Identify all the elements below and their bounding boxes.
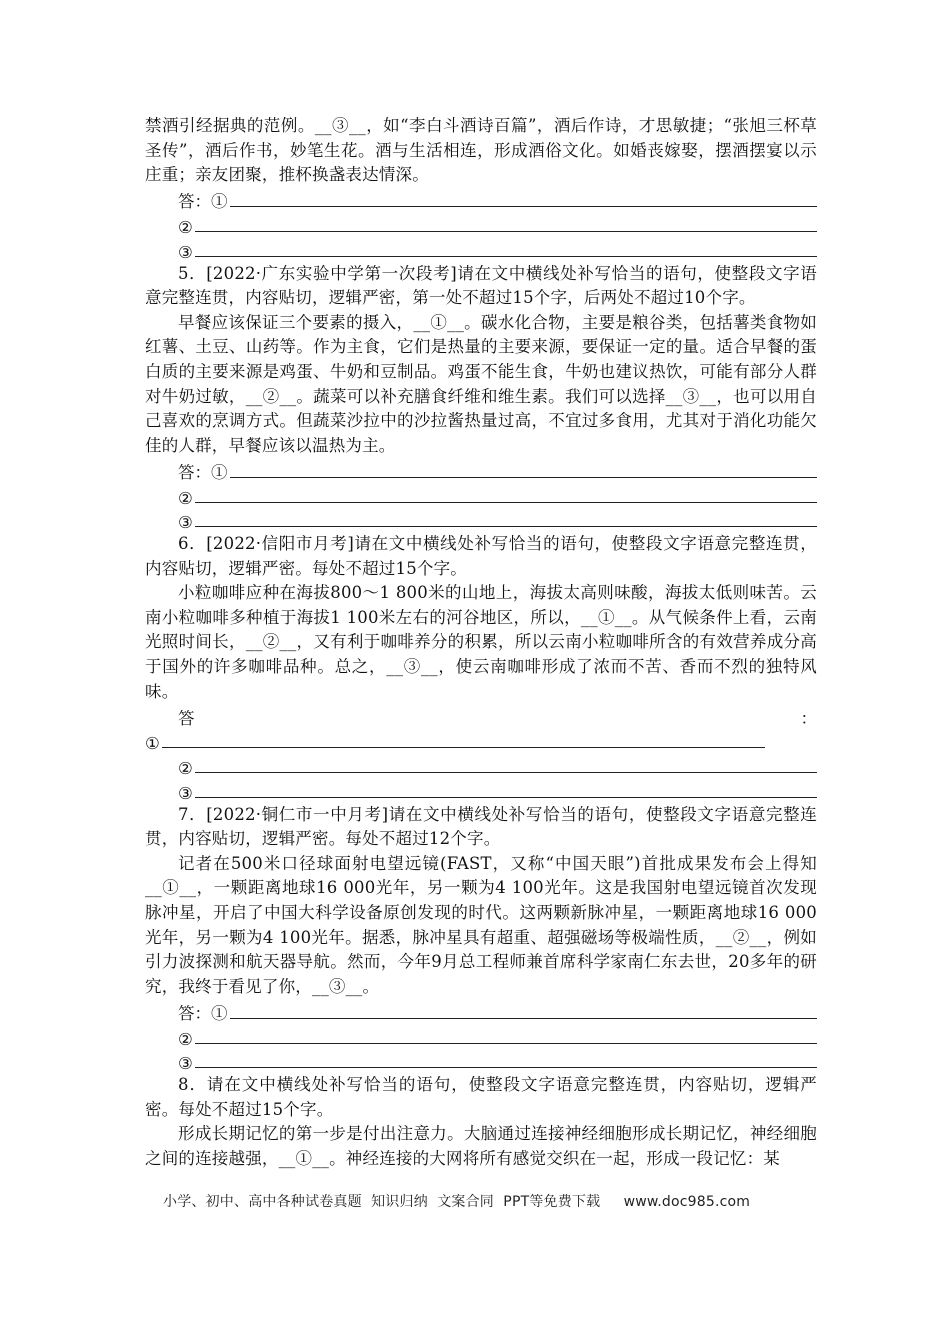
q7-stem: 7．[2022·铜仁市一中月考]请在文中横线处补写恰当的语句，使整段文字语意完整连贯，内容贴切，逻辑严密。每处不超过12个字。 [145, 804, 817, 849]
answer-underline [195, 525, 817, 527]
answer-label: 答 [178, 708, 195, 728]
q6-answer-line-3[interactable] [145, 778, 817, 803]
answer-underline [195, 1042, 817, 1044]
q6-answer-header [145, 704, 817, 729]
answer-label: ③ [178, 242, 193, 262]
answer-underline [195, 796, 817, 798]
answer-underline [230, 476, 818, 478]
answer-label: ② [178, 217, 193, 237]
answer-label: ② [178, 1029, 193, 1049]
q4-answer-line-1[interactable] [145, 188, 817, 213]
answer-label: ① [145, 734, 160, 754]
answer-underline [195, 255, 817, 257]
q8-paragraph: 形成长期记忆的第一步是付出注意力。大脑通过连接神经细胞形成长期记忆，神经细胞之间的连接越强，__①__。神经连接的大网将所有感觉交织在一起，形成一段记忆：某 [145, 1124, 817, 1168]
q4-answer-line-2[interactable] [145, 212, 817, 237]
page-content [145, 114, 817, 1172]
answer-label: ② [178, 488, 193, 508]
answer-colon: ： [800, 708, 817, 728]
q5-answer-line-1[interactable] [145, 458, 817, 483]
page-footer: 小学、初中、高中各种试卷真题 知识归纳 文案合同 PPT等免费下载 www.doc985.com [163, 1194, 751, 1210]
answer-label: ③ [178, 513, 193, 533]
answer-underline [162, 746, 765, 748]
answer-label: ③ [178, 1054, 193, 1074]
answer-underline [195, 230, 817, 232]
answer-label: 答：① [178, 462, 228, 482]
q5-paragraph: 早餐应该保证三个要素的摄入，__①__。碳水化合物，主要是粮谷类，包括薯类食物如红薯、土豆、山药等。作为主食，它们是热量的主要来源，要保证一定的量。适合早餐的蛋白质的主要来源是鸡蛋、牛奶和豆制品。鸡蛋不能生食，牛奶也建议热饮，可能有部分人群对牛奶过敏，__②__。蔬菜可以补充膳食纤维和维生素。我们可以选择__③__，也可以用自己喜欢的烹调方式。但蔬菜沙拉中的沙拉酱热量过高，不宜过多食用，尤其对于消化功能欠佳的人群，早餐应该以温热为主。 [145, 312, 817, 455]
answer-label: 答：① [178, 1003, 228, 1023]
q7-answer-line-3[interactable] [145, 1049, 817, 1074]
answer-label: ② [178, 759, 193, 779]
q6-paragraph: 小粒咖啡应种在海拔800～1 800米的山地上，海拔太高则味酸，海拔太低则味苦。云南小粒咖啡多种植于海拔1 100米左右的河谷地区，所以，__①__。从气候条件上看，云南光照时间长，__②__，又有利于咖啡养分的积累，所以云南小粒咖啡所含的有效营养成分高于国外的许多咖啡品种。总之，__③__，使云南咖啡形成了浓而不苦、香而不烈的独特风味。 [145, 583, 817, 701]
q7-paragraph: 记者在500米口径球面射电望远镜(FAST，又称“中国天眼”)首批成果发布会上得知__①__，一颗距离地球16 000光年，另一颗为4 100光年。这是我国射电望远镜首次发现脉冲星，开启了中国大科学设备原创发现的时代。这两颗新脉冲星，一颗距离地球16 000光年，另一颗为4 100光年。据悉，脉冲星具有超重、超强磁场等极端性质，__②__，例如引力波探测和航天器导航。然而，今年9月总工程师兼首席科学家南仁东去世，20多年的研究，我终于看见了你，__③__。 [145, 853, 817, 996]
answer-label: 答：① [178, 192, 228, 212]
answer-underline [230, 205, 818, 207]
q4-paragraph-tail: 禁酒引经据典的范例。__③__，如“李白斗酒诗百篇”，酒后作诗，才思敏捷；“张旭三杯草圣传”，酒后作书，妙笔生花。酒与生活相连，形成酒俗文化。如婚丧嫁娶，摆酒摆宴以示庄重；亲友团聚，推杯换盏表达情深。 [145, 116, 817, 185]
answer-underline [230, 1017, 818, 1019]
q8-stem: 8．请在文中横线处补写恰当的语句，使整段文字语意完整连贯，内容贴切，逻辑严密。每处不超过15个字。 [145, 1075, 817, 1119]
q5-answer-line-2[interactable] [145, 483, 817, 508]
q7-answer-line-1[interactable] [145, 999, 817, 1024]
q5-answer-line-3[interactable] [145, 508, 817, 533]
answer-label: ③ [178, 783, 193, 803]
q6-answer-line-1[interactable] [145, 729, 765, 754]
q5-stem: 5．[2022·广东实验中学第一次段考]请在文中横线处补写恰当的语句，使整段文字语意完整连贯，内容贴切，逻辑严密，第一处不超过15个字，后两处不超过10个字。 [145, 263, 817, 308]
q6-answer-line-2[interactable] [145, 753, 817, 778]
answer-underline [195, 771, 817, 773]
q6-stem: 6．[2022·信阳市月考]请在文中横线处补写恰当的语句，使整段文字语意完整连贯，内容贴切，逻辑严密。每处不超过15个字。 [145, 534, 817, 578]
answer-underline [195, 501, 817, 503]
answer-underline [195, 1066, 817, 1068]
q4-answer-line-3[interactable] [145, 237, 817, 262]
q7-answer-line-2[interactable] [145, 1024, 817, 1049]
